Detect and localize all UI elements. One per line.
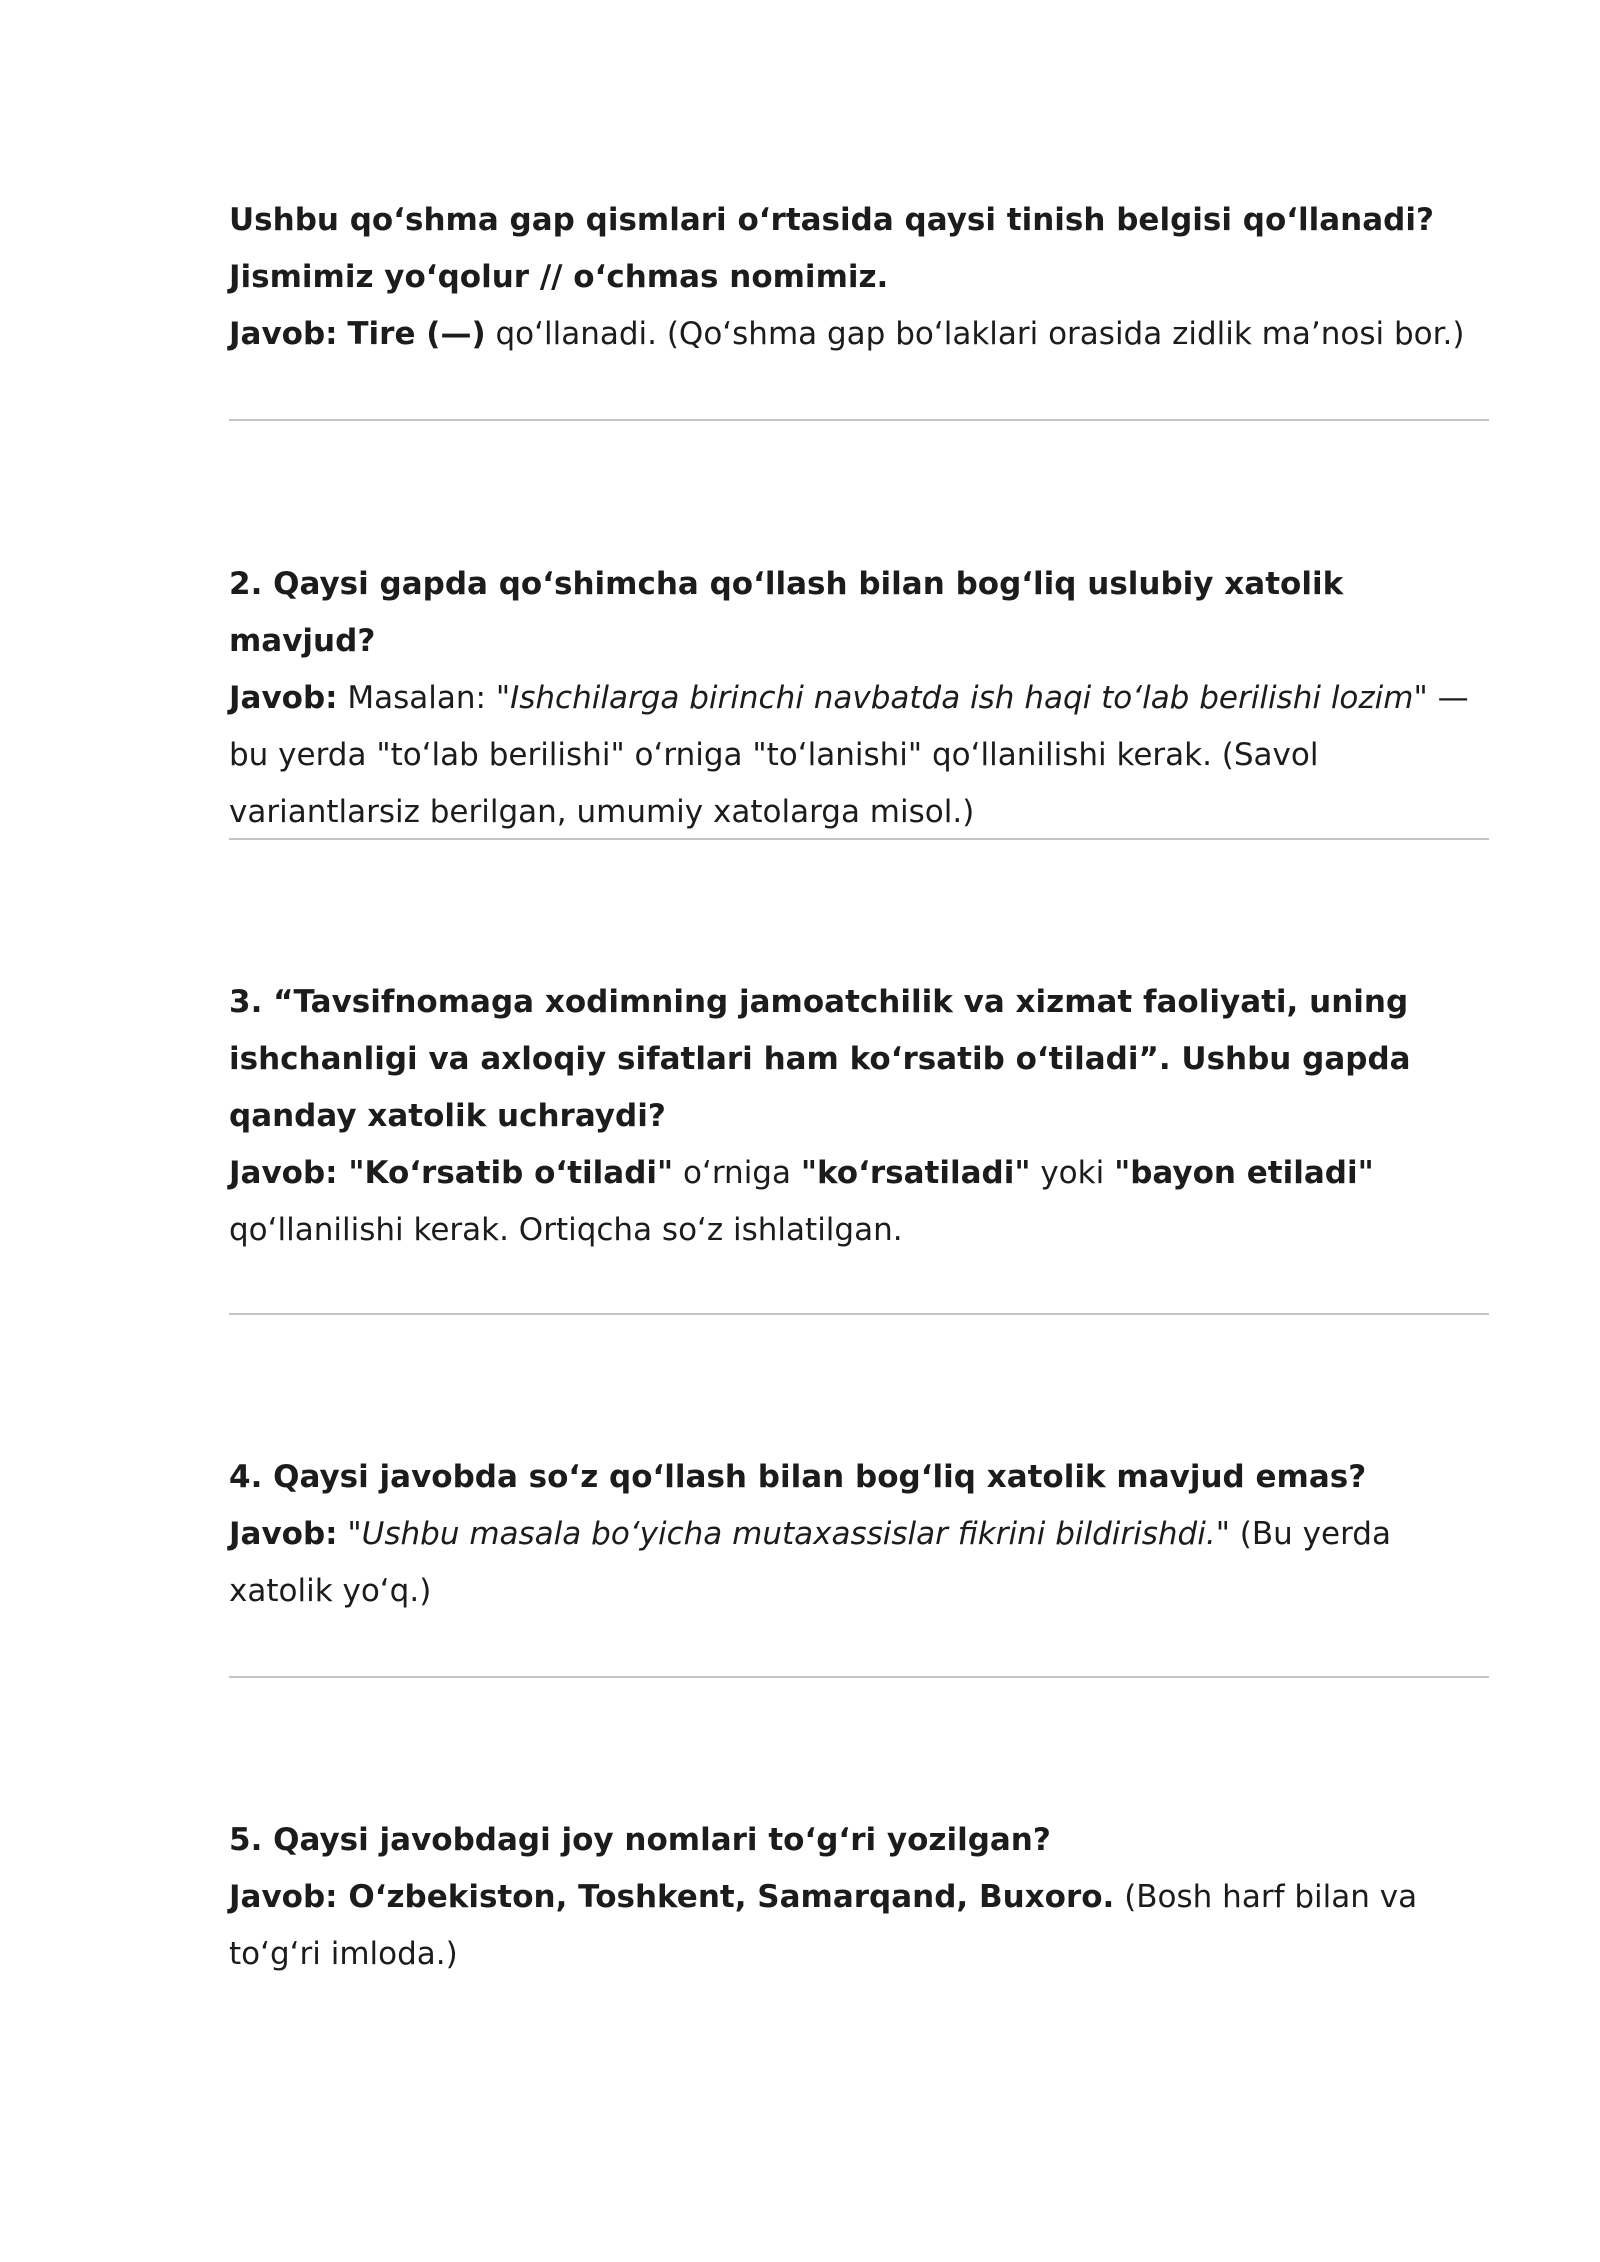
answer-body [229,1879,1417,1972]
answer-run: qo‘llanadi. (Qo‘shma gap bo‘laklari orasida zidlik ma’nosi bor.) [485,316,1465,352]
answer-body [229,1155,1374,1248]
answer-label: Javob: [229,1516,338,1552]
answer-label: Javob: [229,1879,338,1915]
divider [229,1676,1489,1678]
divider [229,838,1489,840]
answer-body [229,680,1469,830]
answer-run: "bayon etiladi" [1114,1155,1374,1191]
answer-run: (Bu yerda xatolik yo‘q.) [229,1516,1391,1609]
question-text: Ushbu qo‘shma gap qismlari o‘rtasida qaysi tinish belgisi qo‘llanadi? Jismimiz yo‘qolur // o‘chmas nomimiz. [229,202,1434,295]
answer-run: "Ko‘rsatib o‘tiladi" [337,1155,674,1191]
answer-run: "Ushbu masala bo‘yicha mutaxassislar fikrini bildirishdi." [347,1516,1230,1552]
answer-run: O‘zbekiston, Toshkent, Samarqand, Buxoro. [337,1879,1115,1915]
answer-text [229,670,1489,841]
answer-run: (Bosh harf bilan va to‘g‘ri imloda.) [229,1879,1418,1972]
answer-text [229,1145,1489,1259]
answer-label: Javob: [229,680,338,716]
answer-run: qo‘llanilishi kerak. Ortiqcha so‘z ishlatilgan. [229,1212,903,1248]
question-block-1 [229,192,1489,363]
divider [229,419,1489,421]
question-text: 3. “Tavsifnomaga xodimning jamoatchilik va xizmat faoliyati, uning ishchanligi va axloqiy sifatlari ham ko‘rsatib o‘tiladi”. Ushbu gapda qanday xatolik uchraydi? [229,984,1411,1134]
answer-text [229,1869,1489,1983]
answer-run: "ko‘rsatiladi" [800,1155,1031,1191]
answer-body [229,1516,1391,1609]
question-text: 2. Qaysi gapda qo‘shimcha qo‘llash bilan bog‘liq uslubiy xatolik mavjud? [229,566,1344,659]
divider [229,1313,1489,1315]
answer-run: yoki [1030,1155,1115,1191]
question-block-3 [229,974,1489,1259]
question-block-5 [229,1812,1489,1983]
answer-run: Masalan: [337,680,496,716]
answer-run: Tire (—) [347,316,486,352]
answer-body [347,316,1464,352]
question-text: 5. Qaysi javobdagi joy nomlari to‘g‘ri yozilgan? [229,1822,1051,1858]
answer-label: Javob: [229,316,338,352]
question-block-2 [229,556,1489,841]
answer-run [338,1516,348,1552]
question-block-4 [229,1449,1489,1620]
answer-run: o‘rniga [673,1155,801,1191]
answer-run: — bu yerda "to‘lab berilishi" o‘rniga "to‘lanishi" qo‘llanilishi kerak. (Savol variantlarsiz berilgan, umumiy xatolarga misol.) [229,680,1469,830]
answer-label: Javob: [229,1155,338,1191]
question-text: 4. Qaysi javobda so‘z qo‘llash bilan bog‘liq xatolik mavjud emas? [229,1459,1367,1495]
answer-text [229,1506,1489,1620]
answer-text [229,306,1489,363]
answer-run: "Ishchilarga birinchi navbatda ish haqi to‘lab berilishi lozim" [495,680,1428,716]
